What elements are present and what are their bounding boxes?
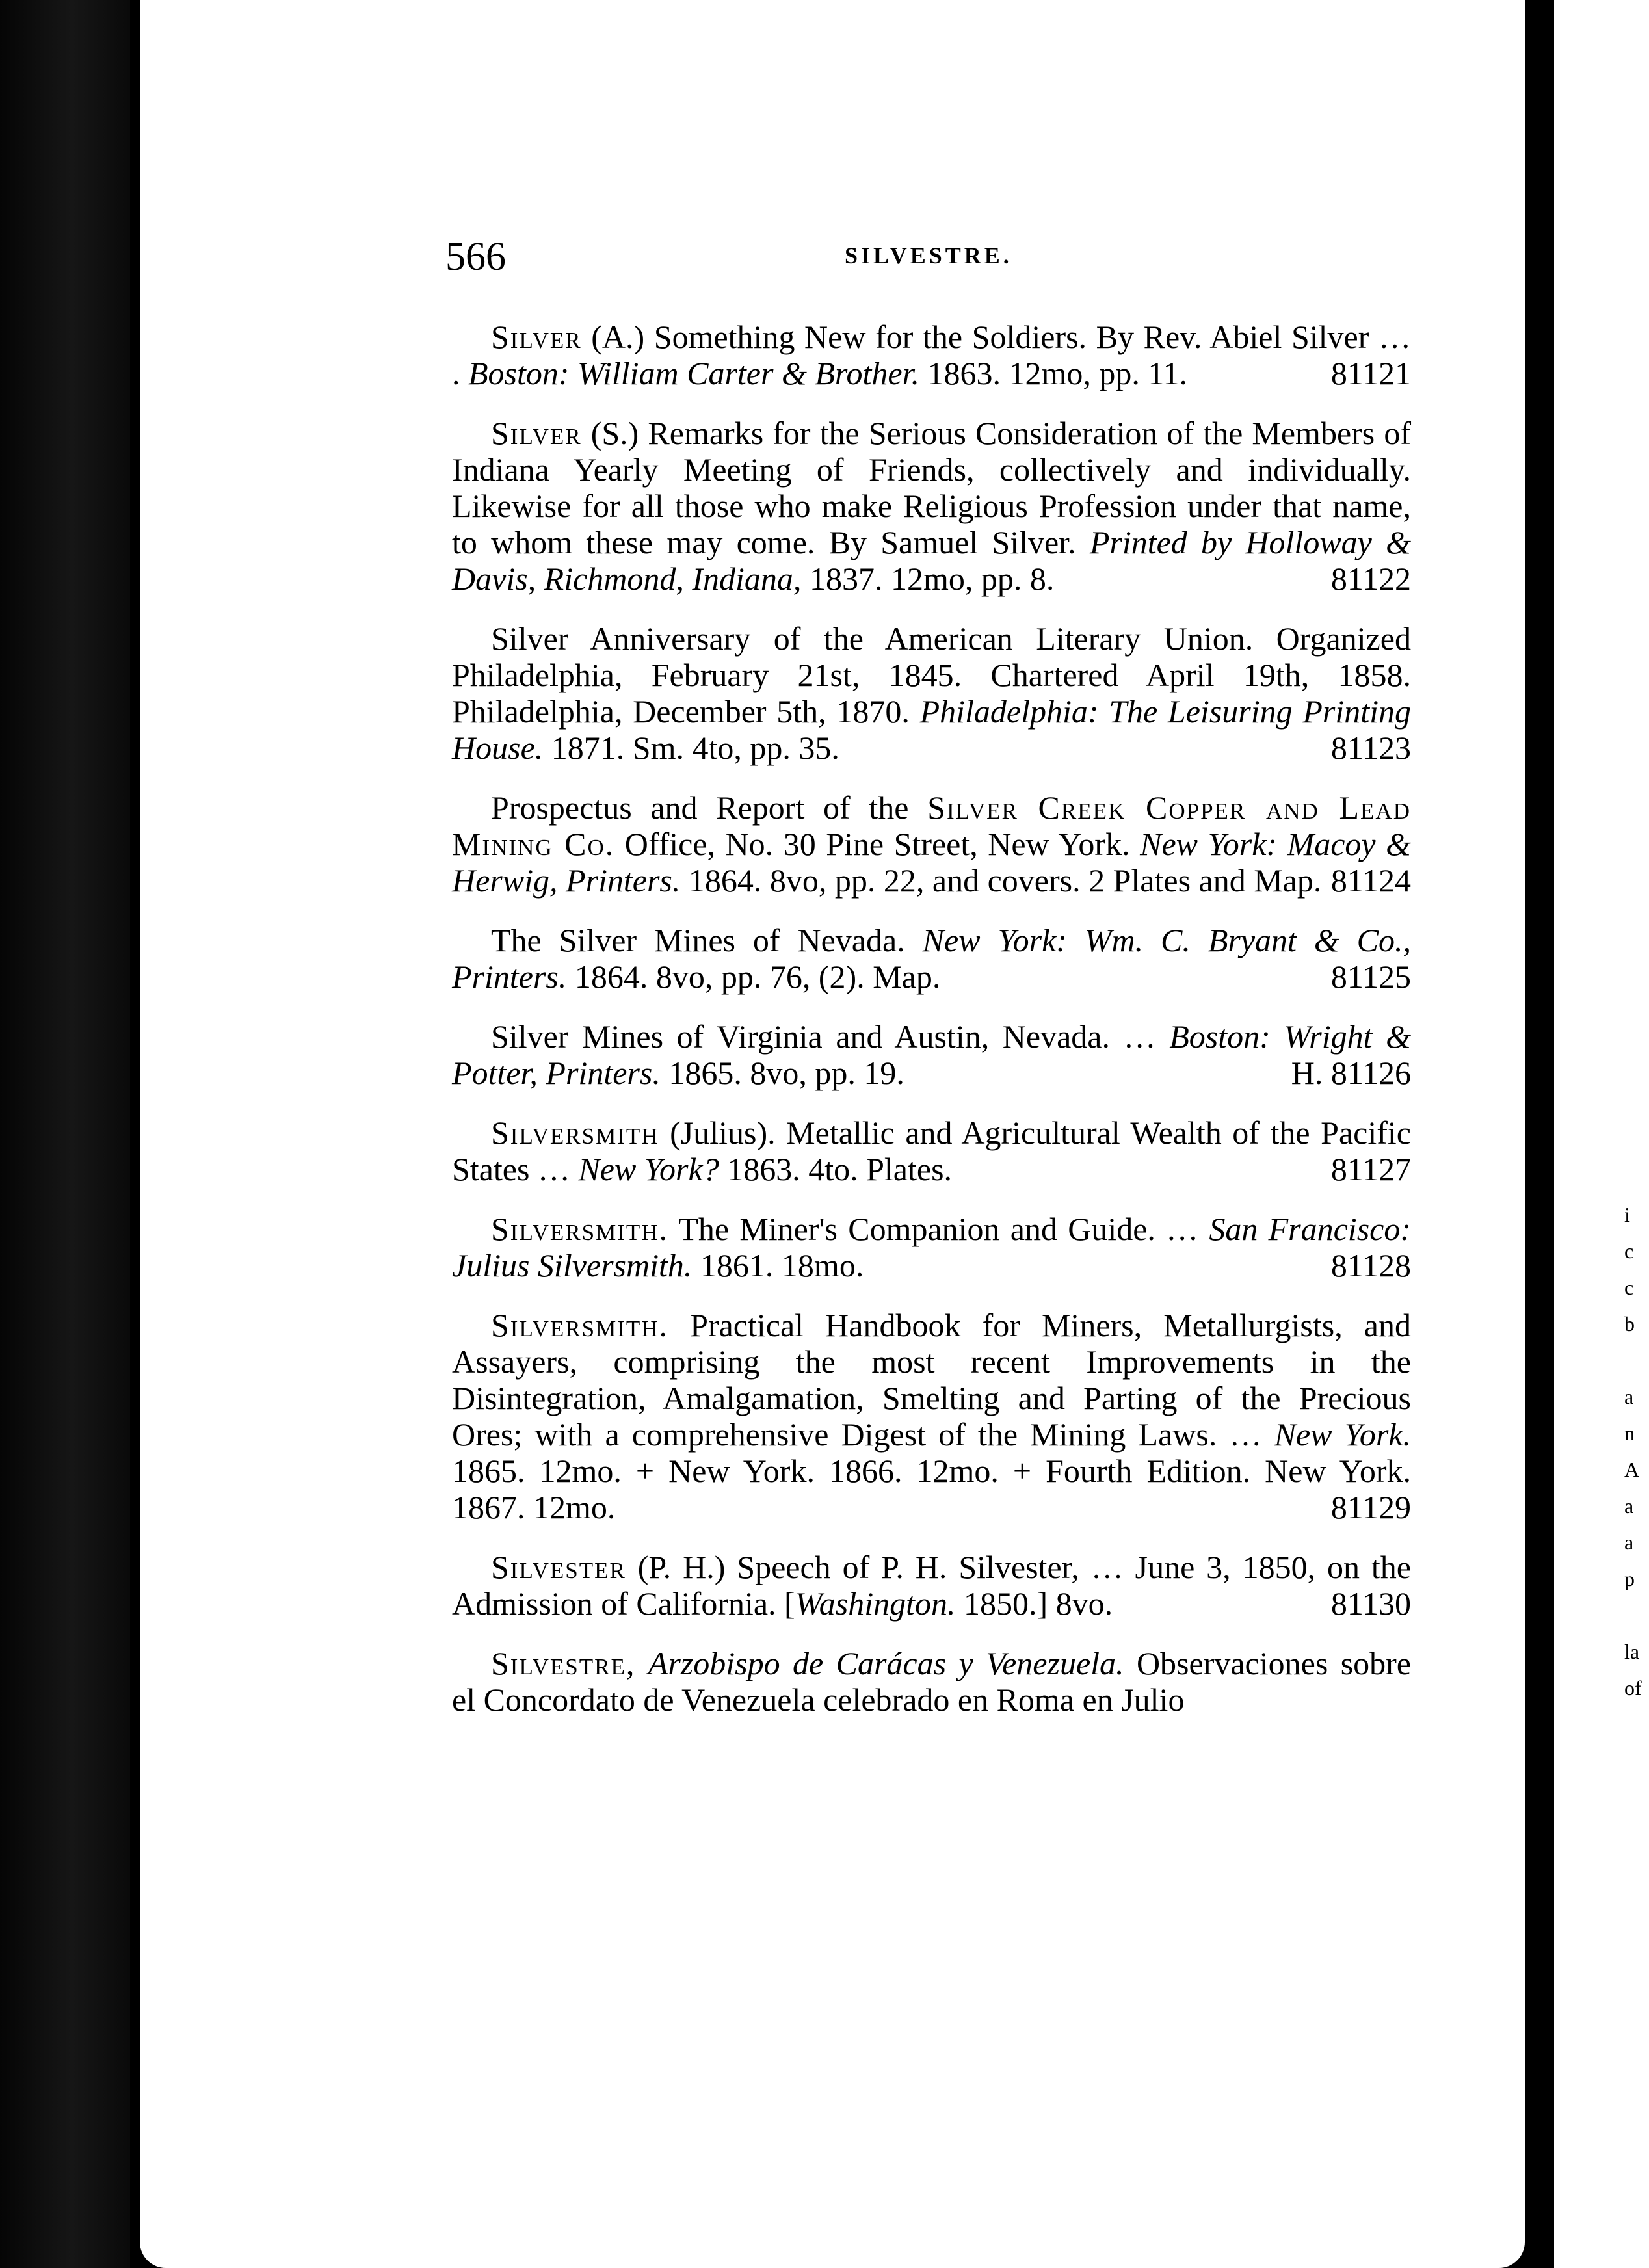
entry-tail: 1864. 8vo, pp. 22, and covers. 2 Plates and Map. — [680, 862, 1322, 899]
bibliography-entries — [452, 319, 1411, 1741]
entry-imprint: New York? — [578, 1151, 719, 1187]
entry-imprint: Printed by Holloway & Davis, Richmond, Indiana, — [452, 524, 1411, 597]
bibliography-entry — [452, 1645, 1411, 1718]
running-head — [445, 234, 1414, 286]
entry-lead: Silver — [491, 415, 582, 451]
entry-text: (S.) Remarks for the Serious Consideration of the Members of Indiana Yearly Meeting of Friends, collectively and individually. Likewise for all those who make Religious Profession under that name, to whom these may come. By Samuel Silver. — [452, 415, 1411, 560]
entry-text: (A.) Something New for the Soldiers. By Rev. Abiel Silver … . — [452, 319, 1411, 391]
entry-imprint: Arzobispo de Carácas y Venezuela. — [648, 1645, 1124, 1681]
entry-imprint: Boston: Wright & Potter, Printers. — [452, 1018, 1411, 1091]
entry-number: 81124 — [1330, 862, 1411, 899]
entry-tail: 1850.] 8vo. — [955, 1585, 1113, 1622]
bibliography-entry — [452, 415, 1411, 597]
fragment: c — [1624, 1276, 1634, 1299]
entry-imprint: Philadelphia: The Leisuring Printing House. — [452, 693, 1412, 766]
bibliography-entry — [452, 1307, 1411, 1525]
entry-tail: 1861. 18mo. — [692, 1247, 864, 1284]
fragment: b — [1624, 1312, 1635, 1336]
entry-imprint: San Francisco: Julius Silversmith. — [452, 1211, 1411, 1284]
bibliography-entry — [452, 1211, 1411, 1284]
entry-number: 81125 — [1330, 958, 1411, 995]
entry-imprint: Washington. — [795, 1585, 956, 1622]
entry-pre: Prospectus and Report of the — [491, 789, 928, 826]
fragment: A — [1624, 1458, 1640, 1481]
entry-tail: 1864. 8vo, pp. 76, (2). Map. — [566, 958, 941, 995]
entry-lead: Silvestre, — [491, 1645, 636, 1681]
bibliography-entry — [452, 922, 1411, 995]
entry-text: (P. H.) Speech of P. H. Silvester, … June 3, 1850, on the Admission of California. [ — [452, 1549, 1411, 1622]
entry-lead: Silversmith. — [491, 1211, 669, 1247]
entry-imprint: New York. — [1274, 1416, 1411, 1453]
book-spine-edge — [0, 0, 130, 2268]
entry-tail: 1863. 12mo, pp. 11. — [919, 355, 1188, 391]
entry-lead: Silversmith — [491, 1114, 659, 1151]
entry-tail: 1865. 12mo. + New York. 1866. 12mo. + Fourth Edition. New York. 1867. 12mo. — [452, 1453, 1411, 1525]
entry-tail: 1837. 12mo, pp. 8. — [801, 560, 1055, 597]
entry-text: Silver Mines of Virginia and Austin, Nevada. … — [491, 1018, 1170, 1055]
entry-text: Practical Handbook for Miners, Metallurgists, and Assayers, comprising the most recent Improvements in the Disintegration, Amalgamation, Smelting and Parting of the Precious Ores; with a comprehensive Digest of the Mining Laws. … — [452, 1307, 1411, 1453]
fragment: n — [1624, 1421, 1635, 1445]
bibliography-entry — [452, 1549, 1411, 1622]
entry-number: 81127 — [1330, 1151, 1411, 1187]
entry-lead: Silver Creek Copper and Lead Mining Co. — [452, 789, 1411, 862]
running-title: SILVESTRE. — [845, 243, 1012, 269]
fragment — [1624, 1342, 1649, 1378]
fragment: la — [1624, 1640, 1640, 1663]
entry-imprint: Boston: William Carter & Brother. — [468, 355, 919, 391]
entry-tail: 1863. 4to. Plates. — [719, 1151, 953, 1187]
entry-text: Silver Anniversary of the American Literary Union. Organized Philadelphia, February 21st, 1845. Chartered April 19th, 1858. Philadelphia, December 5th, 1870. — [452, 620, 1411, 730]
fragment: i — [1624, 1203, 1630, 1226]
page-gutter — [1525, 0, 1554, 2268]
entry-text: The Miner's Companion and Guide. … — [668, 1211, 1209, 1247]
fragment: c — [1624, 1239, 1634, 1263]
fragment: of — [1624, 1676, 1642, 1700]
entry-number: 81122 — [1330, 560, 1411, 597]
entry-text: Office, No. 30 Pine Street, New York. — [614, 826, 1141, 862]
bibliography-entry — [452, 620, 1411, 766]
entry-tail: Observaciones sobre el Concordato de Venezuela celebrado en Roma en Julio — [452, 1645, 1412, 1718]
entry-lead: Silver — [491, 319, 582, 355]
fragment: a — [1624, 1531, 1634, 1554]
bibliography-entry — [452, 319, 1411, 391]
entry-lead: Silvester — [491, 1549, 626, 1585]
entry-number: 81128 — [1330, 1247, 1411, 1284]
fragment: a — [1624, 1494, 1634, 1518]
bibliography-entry — [452, 789, 1411, 899]
bibliography-entry — [452, 1018, 1411, 1091]
page-number: 566 — [445, 235, 506, 279]
entry-number: 81123 — [1330, 730, 1411, 766]
entry-imprint: New York: Macoy & Herwig, Printers. — [452, 826, 1411, 899]
entry-number: 81130 — [1330, 1585, 1411, 1622]
bibliography-entry — [452, 1114, 1411, 1187]
entry-text: The Silver Mines of Nevada. — [491, 922, 923, 958]
entry-number: H. 81126 — [1291, 1055, 1411, 1091]
entry-tail: 1865. 8vo, pp. 19. — [660, 1055, 904, 1091]
entry-number: 81121 — [1330, 355, 1411, 391]
fragment: a — [1624, 1385, 1634, 1408]
entry-imprint: New York: Wm. C. Bryant & Co., Printers. — [452, 922, 1411, 995]
fragment: p — [1624, 1567, 1635, 1590]
entry-text: (Julius). Metallic and Agricultural Wealth of the Pacific States … — [452, 1114, 1411, 1187]
entry-text — [635, 1645, 648, 1681]
facing-page-edge — [1554, 0, 1649, 2268]
entry-tail: 1871. Sm. 4to, pp. 35. — [543, 730, 839, 766]
facing-page-text-fragments — [1624, 1196, 1649, 1706]
fragment — [1624, 1597, 1649, 1633]
entry-number: 81129 — [1330, 1489, 1411, 1525]
entry-lead: Silversmith. — [491, 1307, 669, 1343]
